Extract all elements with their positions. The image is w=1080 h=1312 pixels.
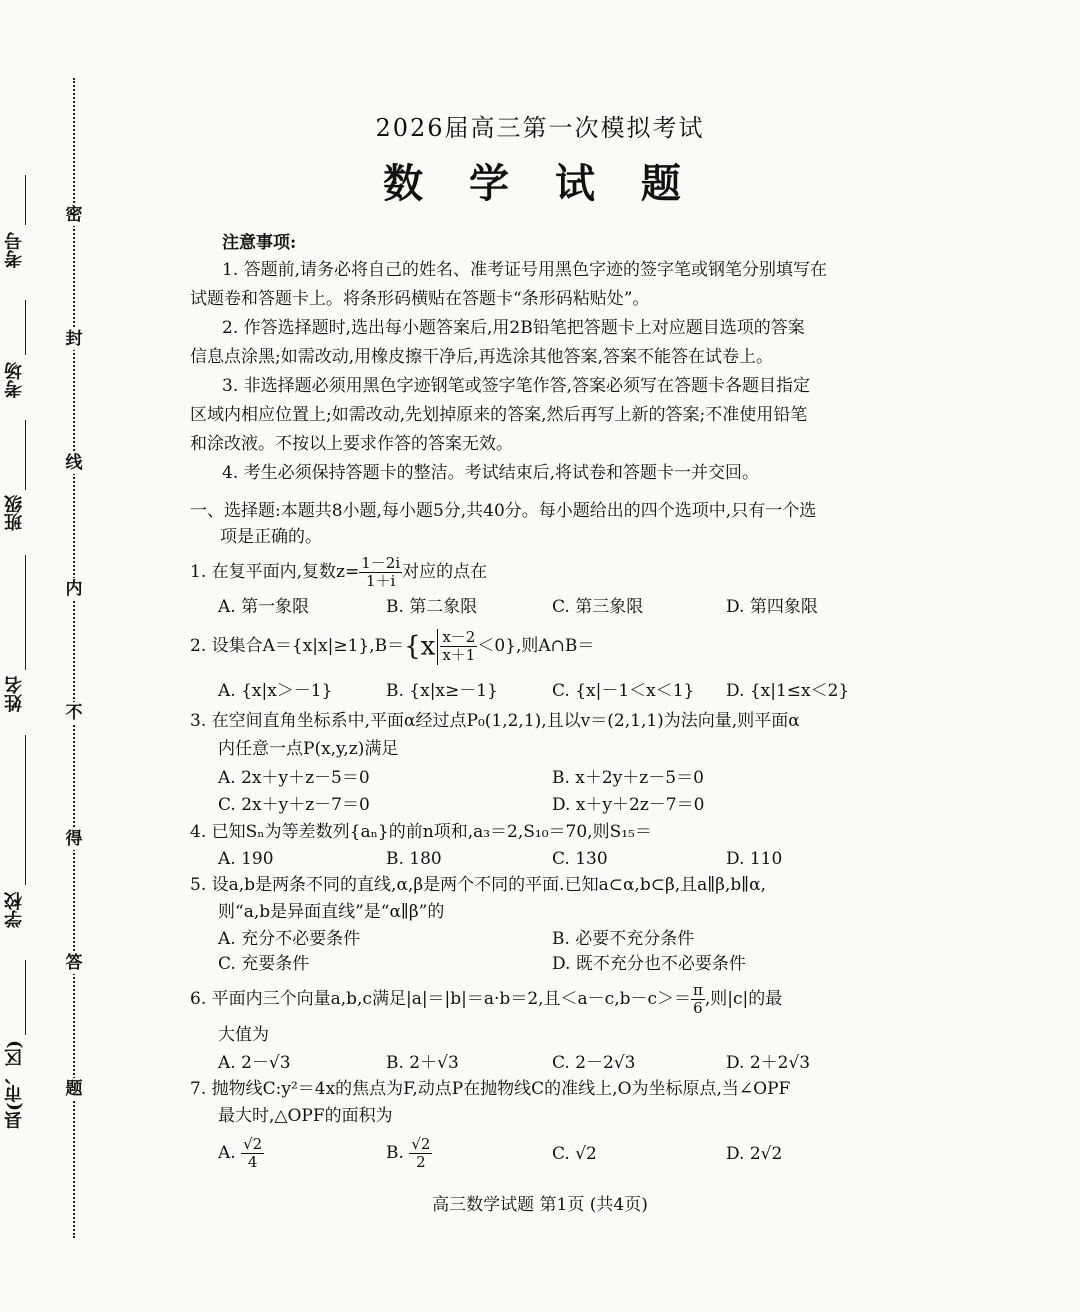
seal-char: 密 [62,204,86,226]
q1-option-d: D. 第四象限 [726,597,818,617]
seal-dotted-line [73,78,75,1238]
q1-fraction [359,555,402,590]
field-rule [25,555,26,670]
q1-den: 1＋i [366,572,396,590]
q6-option-b: B. 2＋√3 [386,1053,459,1073]
q7-option-c [552,1143,597,1165]
q3-option-b: B. x＋2y＋z－5＝0 [552,768,704,788]
q4-option-a: A. 190 [218,849,274,869]
q2-pre: 2. 设集合A＝{x|x|≥1},B＝ [190,636,405,656]
question-5-line1: 5. 设a,b是两条不同的直线,α,β是两个不同的平面.已知a⊂α,b⊂β,且a∥β,b∥α, [190,875,767,895]
q7-d-label: D. [726,1144,745,1164]
question-3-line1: 3. 在空间直角坐标系中,平面α经过点P₀(1,2,1),且以v＝(2,1,1)为法向量,则平面α [190,711,800,731]
field-label-school: 学校 [4,892,25,928]
field-label-exam-number: 考号 [4,232,25,268]
q2-set-open: {x [404,631,436,662]
q2-post: ,则A∩B＝ [516,636,595,656]
field-label-exam-room: 考场 [4,362,25,398]
q2-fraction [440,629,477,664]
q5-option-b: B. 必要不充分条件 [552,929,695,949]
notice-line: 3. 非选择题必须用黑色字迹钢笔或签字笔作答,答案必须写在答题卡各题目指定 [222,376,811,396]
q7-b-den: 2 [416,1153,426,1171]
seal-char: 得 [62,828,86,850]
question-7-line2: 最大时,△OPF的面积为 [218,1106,393,1126]
section-heading-cont: 项是正确的。 [220,527,322,547]
q2-den: x＋1 [442,646,476,664]
field-rule [25,735,26,885]
q1-option-b: B. 第二象限 [386,597,478,617]
q6-option-a: A. 2－√3 [218,1053,291,1073]
notice-line: 和涂改液。不按以上要求作答的答案无效。 [190,434,513,454]
q7-a-fraction [241,1136,264,1171]
q6-pre: 6. 平面内三个向量a,b,c满足|a|＝|b|＝a·b＝2,且＜a－c,b－c＞＝ [190,989,692,1009]
field-rule [25,960,26,1035]
question-4-line1: 4. 已知Sₙ为等差数列{aₙ}的前n项和,a₃＝2,S₁₀＝70,则S₁₅＝ [190,822,652,842]
question-6-line1 [190,980,782,1018]
q2-option-d: D. {x|1≤x＜2} [726,681,850,701]
q4-option-d: D. 110 [726,849,783,869]
q2-set-close: ＜0} [477,636,516,656]
field-rule [25,300,26,355]
q7-b-fraction [409,1136,432,1171]
notice-line: 区域内相应位置上;如需改动,先划掉原来的答案,然后再写上新的答案;不准使用铅笔 [190,405,808,425]
seal-char: 答 [62,952,86,974]
q7-a-den: 4 [247,1153,258,1171]
q7-d-text: 2√2 [749,1144,783,1164]
notice-line: 1. 答题前,请务必将自己的姓名、准考证号用黑色字迹的签字笔或钢笔分别填写在 [222,260,828,280]
page-footer: 高三数学试题 第1页 (共4页) [432,1195,648,1215]
question-3-line2: 内任意一点P(x,y,z)满足 [218,739,399,759]
q1-num: 1－2i [361,554,401,572]
q4-option-c: C. 130 [552,849,608,869]
question-5-line2: 则“a,b是异面直线”是“α∥β”的 [218,902,445,922]
q6-post: ,则|c|的最 [704,989,783,1009]
notice-line: 2. 作答选择题时,选出每小题答案后,用2B铅笔把答题卡上对应题目选项的答案 [222,318,805,338]
field-label-county: 县(市、区) [4,1040,25,1130]
q7-a-num: √2 [243,1135,263,1153]
q7-b-num: √2 [411,1135,431,1153]
question-1 [190,554,487,590]
q3-option-c: C. 2x＋y＋z－7＝0 [218,795,370,815]
notice-line: 试题卷和答题卡上。将条形码横贴在答题卡“条形码粘贴处”。 [190,289,650,309]
field-label-name: 姓名 [4,676,25,712]
field-label-class: 班级 [4,495,25,531]
seal-char: 题 [62,1078,86,1100]
q7-c-label: C. [552,1144,570,1164]
question-7-line1: 7. 抛物线C:y²＝4x的焦点为F,动点P在抛物线C的准线上,O为坐标原点,当∠OPF [190,1079,791,1099]
seal-char: 不 [62,702,86,724]
q5-option-d: D. 既不充分也不必要条件 [552,954,746,974]
q6-num: π [693,981,703,999]
field-rule [25,420,26,490]
q6-option-c: C. 2－2√3 [552,1053,636,1073]
seal-char: 内 [62,578,86,600]
notice-line: 4. 考生必须保持答题卡的整洁。考试结束后,将试卷和答题卡一并交回。 [222,463,760,483]
q7-a-label: A. [218,1143,236,1163]
q1-pre: 1. 在复平面内,复数z= [190,562,360,582]
seal-char: 封 [62,328,86,350]
q2-option-b: B. {x|x≥－1} [386,681,498,701]
q2-option-a: A. {x|x＞－1} [218,681,333,701]
q7-option-a [218,1133,264,1173]
q1-option-c: C. 第三象限 [552,597,644,617]
q2-option-c: C. {x|－1＜x＜1} [552,681,695,701]
q7-option-d [726,1143,782,1165]
question-6-line2: 大值为 [218,1025,269,1045]
q5-option-c: C. 充要条件 [218,954,310,974]
q3-option-d: D. x＋y＋2z－7＝0 [552,795,705,815]
q2-num: x－2 [442,628,476,646]
q1-option-a: A. 第一象限 [218,597,310,617]
notice-line: 信息点涂黑;如需改动,用橡皮擦干净后,再选涂其他答案,答案不能答在试卷上。 [190,347,773,367]
q5-option-a: A. 充分不必要条件 [218,929,361,949]
q7-option-b [386,1133,432,1173]
question-2 [190,626,594,667]
q6-den: 6 [693,999,703,1017]
q3-option-a: A. 2x＋y＋z－5＝0 [218,768,370,788]
q7-b-label: B. [386,1143,404,1163]
q7-c-text: √2 [575,1144,597,1164]
q4-option-b: B. 180 [386,849,442,869]
q1-post: 对应的点在 [402,562,488,582]
exam-subject: 数 学 试 题 [383,160,697,207]
section-heading: 一、选择题:本题共8小题,每小题5分,共40分。每小题给出的四个选项中,只有一个选 [190,501,817,521]
notice-title: 注意事项: [222,233,297,253]
q6-fraction [691,982,705,1017]
exam-name: 2026届高三第一次模拟考试 [375,114,705,142]
q6-option-d: D. 2＋2√3 [726,1053,811,1073]
seal-char: 线 [62,452,86,474]
